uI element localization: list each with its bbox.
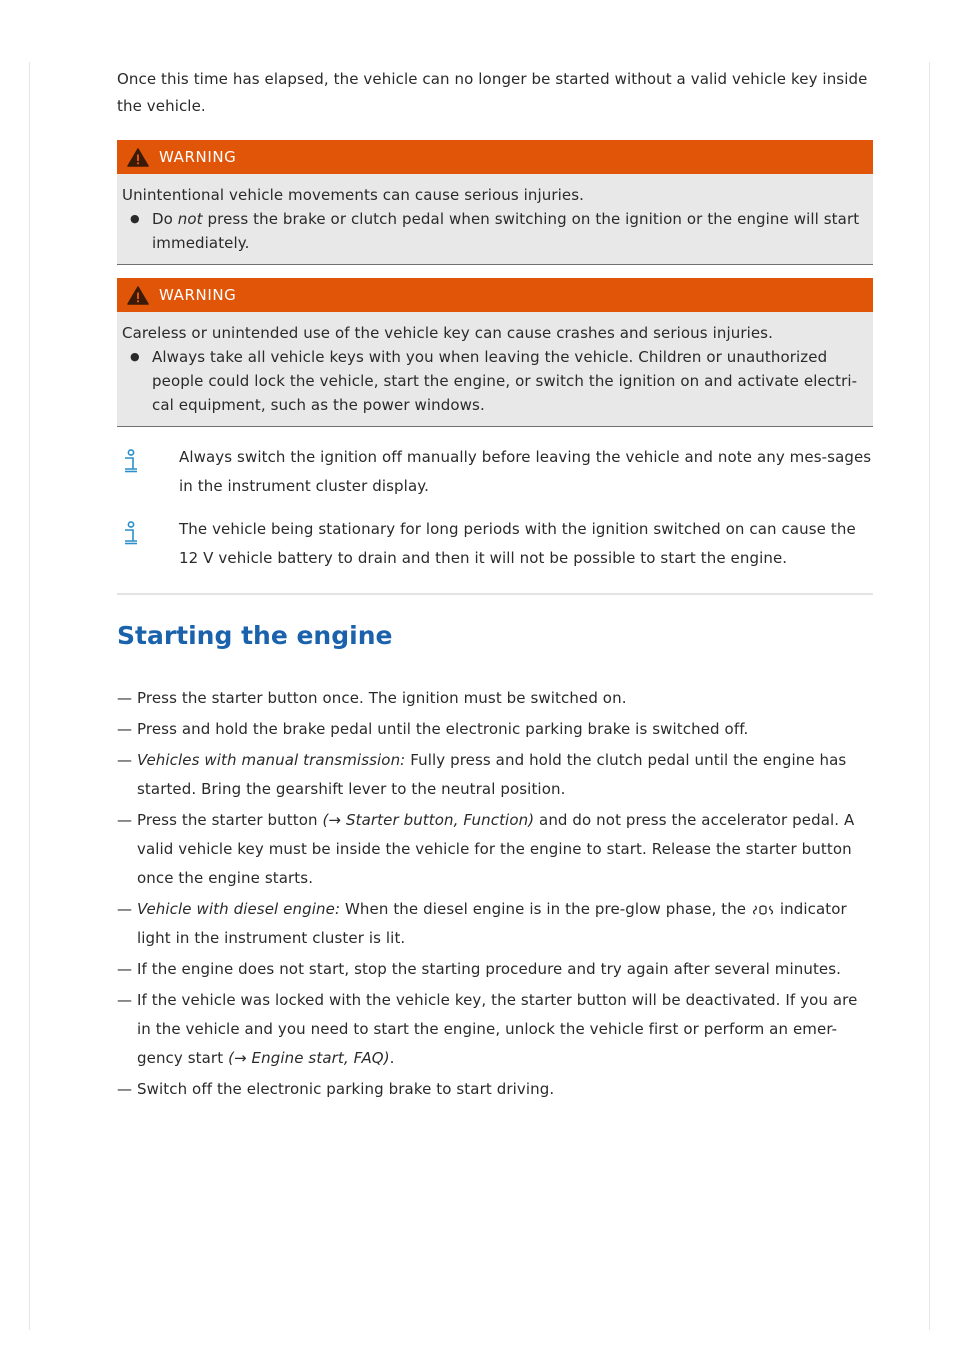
step-body: Press the starter button (137, 811, 323, 829)
bullet-dot-icon: ● (130, 350, 140, 363)
page-margin-line-right (929, 62, 930, 1330)
step-text (137, 806, 873, 893)
warning-label: WARNING (159, 286, 237, 304)
step-body-tail: and do not press the accelerator pedal. A valid vehicle key must be inside the vehicle for the engine to start. Release the starter button once the engine starts. (137, 811, 855, 887)
step-condition: Vehicle with diesel engine: (137, 900, 341, 918)
bullet-text-end: press the brake or clutch pedal when switching on the ignition or the engine will start immediately. (152, 210, 860, 252)
step-text (137, 746, 873, 804)
warning-header (117, 140, 873, 174)
warning-bullet-text (152, 207, 868, 255)
warning-box (117, 140, 873, 265)
bullet-emphasis: not (177, 210, 203, 228)
step-text: If the engine does not start, stop the starting procedure and try again after several minutes. (137, 960, 842, 978)
step-body: When the diesel engine is in the pre-glow phase, the (340, 900, 751, 918)
warning-body (117, 312, 873, 426)
step-text (137, 895, 873, 953)
warning-header (117, 278, 873, 312)
step-body-tail: . (389, 1049, 395, 1067)
page-content (117, 66, 873, 1106)
warning-lead: Unintentional vehicle movements can cause serious injuries. (122, 186, 585, 204)
step-item (117, 955, 873, 984)
step-condition: Vehicles with manual transmission: (137, 751, 406, 769)
info-note (117, 443, 873, 501)
glow-plug-icon (753, 904, 773, 916)
step-text: Press and hold the brake pedal until the electronic parking brake is switched off. (137, 720, 749, 738)
info-note (117, 515, 873, 573)
cross-reference-link[interactable]: (→ Starter button, Function) (322, 811, 535, 829)
info-icon (117, 515, 179, 573)
step-body: Fully press and hold the clutch pedal until the engine has started. Bring the gearshift lever to the neutral position. (137, 751, 847, 798)
step-dash: — (117, 811, 133, 829)
page-margin-line-left (29, 62, 30, 1330)
warning-body (117, 174, 873, 264)
step-dash: — (117, 751, 133, 769)
step-text: Press the starter button once. The ignition must be switched on. (137, 689, 627, 707)
warning-bullet-text: Always take all vehicle keys with you when leaving the vehicle. Children or unauthorized people could lock the vehicle, start the engine, or switch the ignition on and activate electri-cal equipment, such as the power windows. (152, 348, 858, 414)
step-item (117, 986, 873, 1073)
step-item (117, 895, 873, 953)
warning-bullet (122, 207, 868, 255)
step-dash: — (117, 900, 133, 918)
warning-label: WARNING (159, 148, 237, 166)
bullet-dot-icon: ● (130, 212, 140, 225)
warning-box (117, 278, 873, 427)
step-text: Switch off the electronic parking brake to start driving. (137, 1080, 555, 1098)
info-icon (117, 443, 179, 501)
warning-lead: Careless or unintended use of the vehicle key can cause crashes and serious injuries. (122, 324, 773, 342)
warning-triangle-icon (127, 148, 149, 167)
step-item (117, 806, 873, 893)
warning-bullet (122, 345, 868, 417)
step-dash: — (117, 689, 133, 707)
step-dash: — (117, 720, 133, 738)
instruction-steps (117, 684, 873, 1104)
step-text (137, 986, 873, 1073)
step-body-tail: indicator light in the instrument cluster is lit. (137, 900, 847, 947)
step-item (117, 684, 873, 713)
step-dash: — (117, 991, 133, 1009)
warning-triangle-icon (127, 286, 149, 305)
step-dash: — (117, 1080, 133, 1098)
section-title: Starting the engine (117, 621, 393, 650)
intro-paragraph: Once this time has elapsed, the vehicle can no longer be started without a valid vehicle key inside the vehicle. (117, 70, 868, 115)
step-item (117, 746, 873, 804)
step-item (117, 1075, 873, 1104)
step-item (117, 715, 873, 744)
info-note-text: The vehicle being stationary for long periods with the ignition switched on can cause the 12 V vehicle battery to drain and then it will not be possible to start the engine. (179, 520, 856, 567)
bullet-text-start: Do (152, 210, 178, 228)
step-body: If the vehicle was locked with the vehicle key, the starter button will be deactivated. If you are in the vehicle and you need to start the engine, unlock the vehicle first or perform an emer-gency start (137, 991, 858, 1067)
step-dash: — (117, 960, 133, 978)
info-note-text: Always switch the ignition off manually before leaving the vehicle and note any mes-sages in the instrument cluster display. (179, 448, 872, 495)
section-divider (117, 593, 873, 595)
cross-reference-link[interactable]: (→ Engine start, FAQ) (228, 1049, 390, 1067)
